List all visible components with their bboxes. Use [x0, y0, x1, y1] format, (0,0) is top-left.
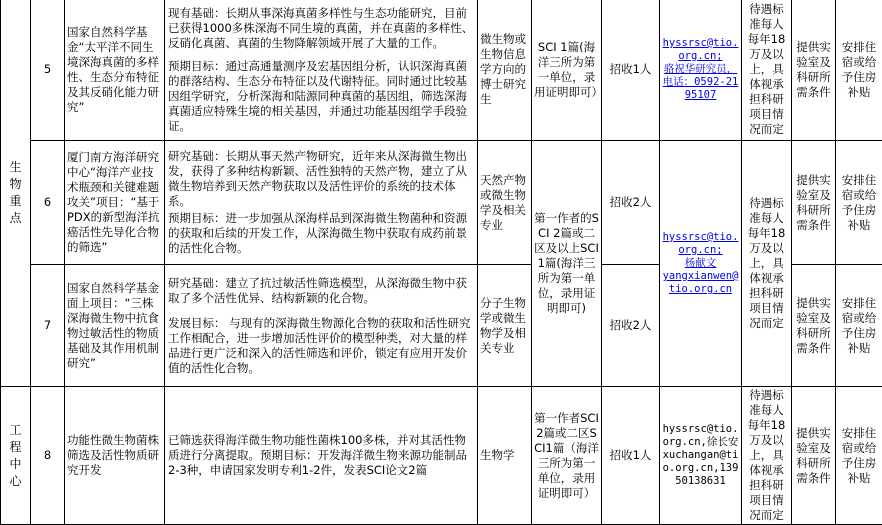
project-name: 国家自然科学基金面上项目：“三株深海微生物中抗食物过敏活性的物质基础及其作用机制研究” [65, 265, 165, 387]
major-requirement: 天然产物或微生物学及相关专业 [478, 141, 532, 265]
project-goal: 发展目标： 与现有的深海微生物源化合物的获取和活性研究工作相配合，进一步增加活性评价的模型种类，对大量的样品进行更广泛和深入的活性筛选和评价，锁定有应用开发价值的活性化合物。 [168, 316, 474, 376]
project-basis-cell [165, 265, 478, 387]
lab-conditions: 提供实验室及科研所需条件 [792, 0, 836, 141]
row-number: 5 [31, 0, 65, 141]
salary-info: 待遇标准每人每年18万及以上，具体视承担科研项目情况而定 [742, 387, 792, 525]
project-goal: 预期目标：进一步加强从深海样品到深海微生物菌种和资源的获取和后续的开发工作，从深海微生物中获取有成药前景的活性化合物。 [168, 211, 474, 256]
recruit-plan: 招收2人 [602, 141, 660, 265]
housing-info: 安排住宿或给予住房补贴 [836, 0, 882, 141]
table-row [1, 141, 882, 265]
housing-info: 安排住宿或给予住房补贴 [836, 141, 882, 265]
project-name: 功能性微生物菌株筛选及活性物质研究开发 [65, 387, 165, 525]
project-basis-cell [165, 141, 478, 265]
contact-cell [660, 141, 742, 387]
project-basis: 已筛选获得海洋微生物功能性菌株100多株，并对其活性物质进行分离提取。预期目标：开发海洋微生物来源功能制品2-3种，申请国家发明专利1-2件，发表SCI论文2篇 [165, 387, 478, 525]
project-basis-cell [165, 0, 478, 141]
project-name: 国家自然科学基金“太平洋不同生境深海真菌的多样性、生态分布特征及其反硝化能力研究” [65, 0, 165, 141]
contact-cell [660, 0, 742, 141]
row-number: 6 [31, 141, 65, 265]
lab-conditions: 提供实验室及科研所需条件 [792, 141, 836, 265]
contact-email2-link[interactable]: yangxianwen@tio.org.cn [663, 270, 739, 295]
recruit-plan: 招收1人 [602, 0, 660, 141]
salary-info: 待遇标准每人每年18万及以上，具体视承担科研项目情况而定 [742, 0, 792, 141]
dept-label: 生物重点 [9, 159, 23, 227]
salary-info: 待遇标准每人每年18万及以上，具体视承担科研项目情况而定 [742, 141, 792, 387]
project-goal: 预期目标：通过高通量测序及宏基因组分析，认识深海真菌的群落结构、生态分布特征以及代谢特征。同时通过比较基因组学研究，分析深海和陆源同种真菌的基因组，筛选深海真菌适应特殊生境的相关基因，并通过功能基因组学手段验证。 [168, 59, 474, 134]
project-basis: 研究基础：建立了抗过敏活性筛选模型，从深海微生物中获取了多个活性优异、结构新颖的化合物。 [168, 276, 474, 306]
major-requirement: 分子生物学或微生物学及相关专业 [478, 265, 532, 387]
major-requirement: 生物学 [478, 387, 532, 525]
project-name: 厦门南方海洋研究中心“海洋产业技术瓶颈和关键难题攻关”项目：“基于PDX的新型海洋抗癌活性先导化合物的筛选” [65, 141, 165, 265]
recruit-plan: 招收2人 [602, 265, 660, 387]
housing-info: 安排住宿或给予住房补贴 [836, 387, 882, 525]
paper-requirement: 第一作者的SCI 2篇或二区及以上SCI 1篇(海洋三所为第一单位，录用证明即可) [532, 141, 602, 387]
lab-conditions: 提供实验室及科研所需条件 [792, 387, 836, 525]
major-requirement: 微生物或生物信息学方向的博士研究生 [478, 0, 532, 141]
project-basis: 现有基础：长期从事深海真菌多样性与生态功能研究，目前已获得1000多株深海不同生境的真菌，并在真菌的多样性、反硝化真菌、真菌的生物降解领域开展了大量的工作。 [168, 6, 474, 51]
dept-cell-bio [1, 0, 31, 387]
lab-conditions: 提供实验室及科研所需条件 [792, 265, 836, 387]
project-basis: 研究基础：长期从事天然产物研究，近年来从深海微生物出发，获得了多种结构新颖、活性独特的天然产物，建立了从微生物培养到天然产物获取以及活性评价的系统的技术体系。 [168, 149, 474, 209]
paper-requirement: 第一作者SCI2篇或二区SCI1篇（海洋三所为第一单位，录用证明即可） [532, 387, 602, 525]
table-row [1, 0, 882, 141]
contact-info: hyssrsc@tio.org.cn,徐长安 xuchangan@tio.org.cn,13950138631 [660, 387, 742, 525]
paper-requirement: SCI 1篇(海洋三所为第一单位，录用证明即可） [532, 0, 602, 141]
row-number: 7 [31, 265, 65, 387]
contact-name-link[interactable]: 骆祝华研究员，电话：0592-2195107 [663, 63, 739, 101]
dept-cell-eng [1, 387, 31, 525]
contact-name-link[interactable]: 杨献文 [685, 257, 717, 269]
table-row [1, 387, 882, 525]
housing-info: 安排住宿或给予住房补贴 [836, 265, 882, 387]
contact-email-link[interactable]: hyssrsc@tio.org.cn; [663, 37, 739, 62]
row-number: 8 [31, 387, 65, 525]
recruit-plan: 招收1人 [602, 387, 660, 525]
dept-label: 工程中心 [9, 422, 23, 490]
contact-email-link[interactable]: hyssrsc@tio.org.cn; [663, 231, 739, 256]
